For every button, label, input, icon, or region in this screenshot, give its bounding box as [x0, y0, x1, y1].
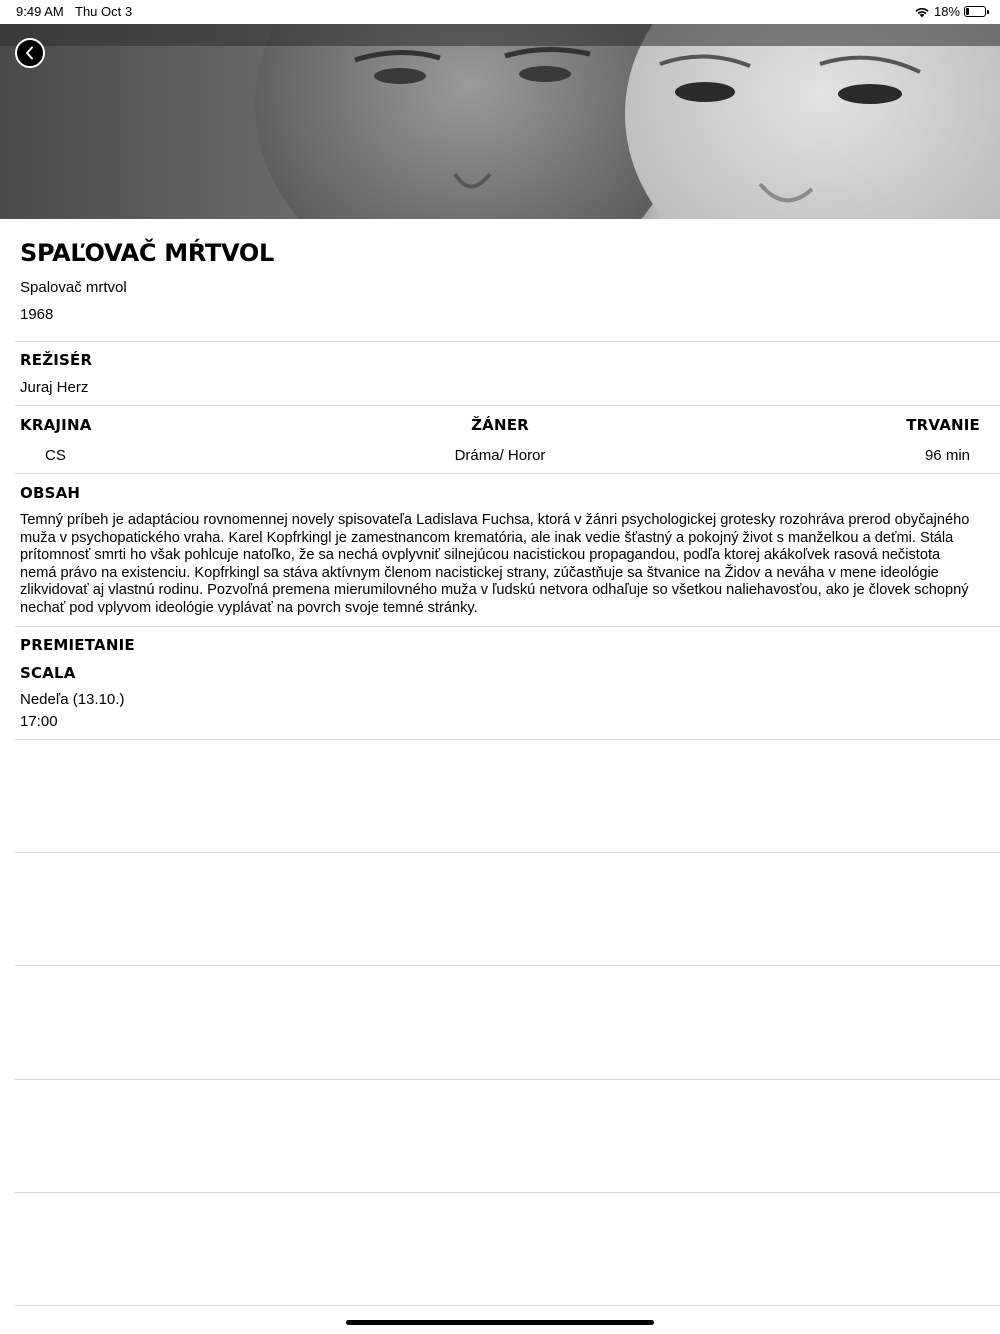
divider: [15, 626, 1000, 627]
director-label: REŽISÉR: [20, 351, 93, 369]
synopsis-text: Temný príbeh je adaptáciou rovnomennej novely spisovateľa Ladislava Fuchsa, ktorá v žánri psychologickej grotesky rozohráva prerod obyčajného muža v psychopatického vraha. Karel Kopfrkingl je zamestnancom krematória, ale inak vedie šťastný a pokojný život s manželkou a deťmi. Stála prítomnosť smrti ho však pohlcuje natoľko, že sa nechá ovplyvniť silnejúcou nacistickou propagandou, podľa ktorej akákoľvek rasová nečistota nemá právo na existenciu. Kopfrkingl sa stáva aktívnym členom nacistickej strany, zúčastňuje sa štvanice na Židov a neváha v mene ideológie zlikvidovať aj vlastnú rodinu. Pozvoľná premena mierumilovného muža v ľudskú netvora odhaľuje so všetkou naliehavosťou, ako je človek schopný nechať pod vplyvom ideológie vyplávať na povrch svoje temné stránky.: [20, 512, 970, 616]
synopsis-label: OBSAH: [20, 484, 81, 502]
status-bar: [0, 0, 1000, 24]
empty-row-divider: [15, 965, 1000, 966]
country-value: CS: [45, 447, 66, 464]
battery-level-fill: [966, 8, 969, 15]
empty-row-divider: [15, 852, 1000, 853]
battery-percent: 18%: [933, 4, 960, 19]
status-time: 9:49 AM: [16, 4, 64, 19]
wifi-icon: [914, 6, 930, 18]
hero-photo: [0, 24, 1000, 219]
empty-row-divider: [15, 1305, 1000, 1306]
film-title: SPAĽOVAČ MŔTVOL: [20, 239, 274, 267]
country-label: KRAJINA: [20, 416, 92, 434]
duration-label: TRVANIE: [906, 416, 980, 434]
empty-row-divider: [15, 1079, 1000, 1080]
battery-icon: [964, 6, 986, 17]
original-title: Spalovač mrtvol: [20, 279, 127, 296]
status-date: Thu Oct 3: [75, 4, 133, 19]
hero-image: [0, 24, 1000, 219]
genre-value: Dráma/ Horor: [454, 447, 546, 464]
divider: [15, 341, 1000, 342]
empty-row-divider: [15, 1192, 1000, 1193]
director-value: Juraj Herz: [20, 379, 89, 396]
back-button[interactable]: [15, 38, 45, 68]
duration-value: 96 min: [924, 447, 970, 464]
screening-venue: SCALA: [20, 664, 76, 682]
film-year: 1968: [20, 306, 54, 323]
divider: [15, 739, 1000, 740]
divider: [15, 473, 1000, 474]
screening-label: PREMIETANIE: [20, 636, 135, 654]
screening-day: Nedeľa (13.10.): [20, 691, 125, 708]
home-indicator[interactable]: [346, 1320, 654, 1325]
chevron-left-icon: [24, 46, 36, 60]
divider: [15, 405, 1000, 406]
status-indicators: [914, 4, 986, 19]
screening-time: 17:00: [20, 713, 58, 730]
genre-label: ŽÁNER: [471, 416, 529, 434]
